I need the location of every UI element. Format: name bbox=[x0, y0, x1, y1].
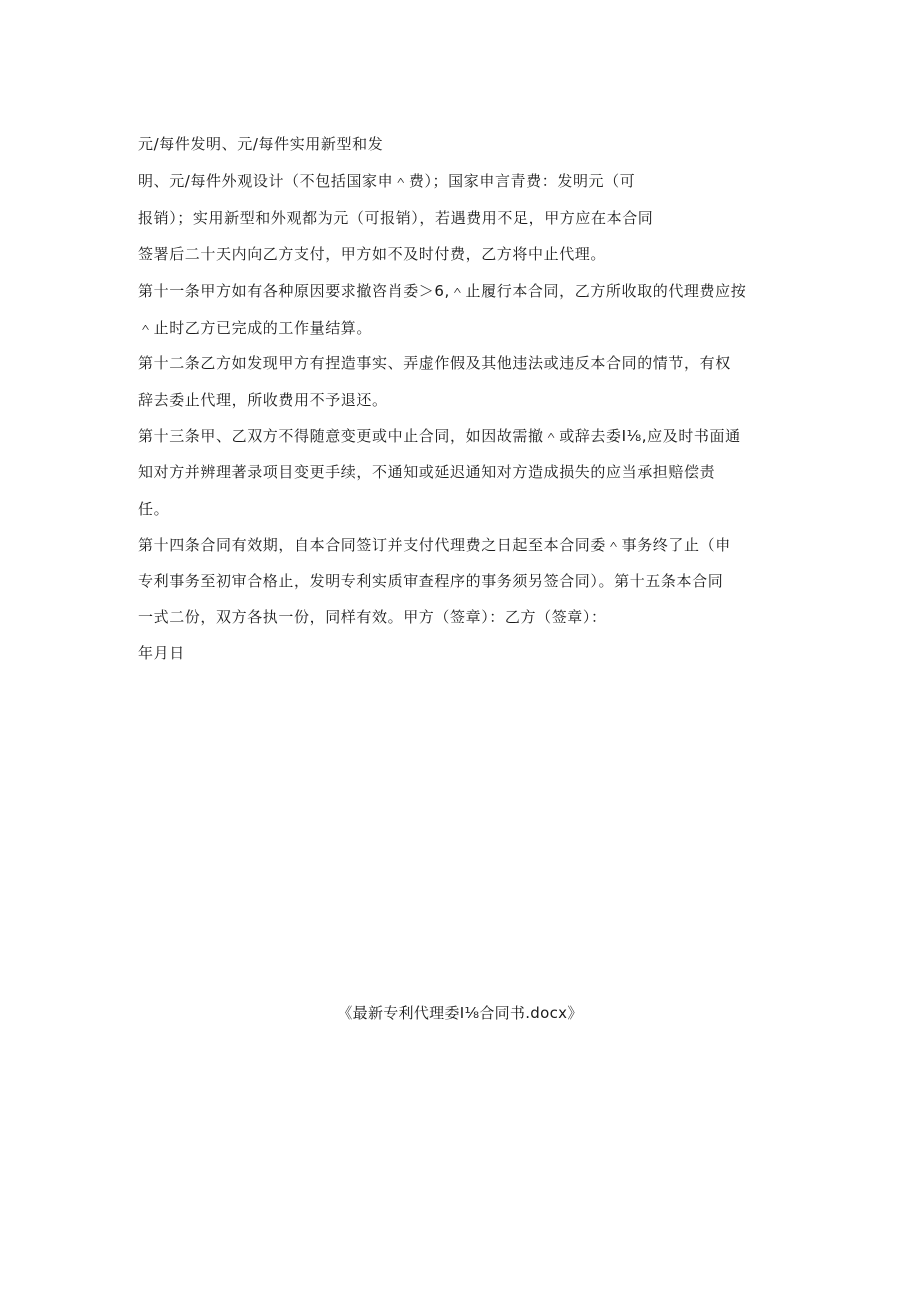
clause-12-line-2: 辞去委止代理，所收费用不予退还。 bbox=[138, 391, 388, 409]
clause-11-line-2: ＾止时乙方已完成的工作量结算。 bbox=[138, 319, 373, 337]
clause-14-line-1: 第十四条合同有效期，自本合同签订并支付代理费之日起至本合同委＾事务终了止（申 bbox=[138, 536, 731, 554]
clause-13-line-3: 任。 bbox=[138, 500, 170, 518]
document-footer-filename: 《最新专利代理委Ⅰ⅛合同书.docx》 bbox=[337, 1004, 583, 1022]
clause-14-line-2: 专利事务至初审合格止，发明专利实质审查程序的事务须另签合同）。第十五条本合同 bbox=[138, 572, 724, 590]
text-line-4: 签署后二十天内向乙方支付，甲方如不及时付费，乙方将中止代理。 bbox=[138, 245, 607, 263]
clause-15-line: 一式二份，双方各执一份，同样有效。甲方（签章）：乙方（签章）： bbox=[138, 608, 607, 626]
clause-11-line-1: 第十一条甲方如有各种原因要求撤咨肖委＞6,＾止履行本合同，乙方所收取的代理费应按 bbox=[138, 282, 747, 300]
text-line-3: 报销）；实用新型和外观都为元（可报销），若遇费用不足，甲方应在本合同 bbox=[138, 209, 654, 227]
clause-13-line-1: 第十三条甲、乙双方不得随意变更或中止合同，如因故需撤＾或辞去委Ⅰ⅛,应及时书面通 bbox=[138, 427, 741, 445]
text-line-1: 元/每件发明、元/每件实用新型和发 bbox=[138, 135, 384, 153]
text-line-2: 明、元/每件外观设计（不包括国家申＾费）；国家申言青费：发明元（可 bbox=[138, 172, 636, 190]
date-line: 年月日 bbox=[138, 644, 185, 662]
clause-12-line-1: 第十二条乙方如发现甲方有捏造事实、弄虚作假及其他违法或违反本合同的情节，有权 bbox=[138, 354, 731, 372]
clause-13-line-2: 知对方并辨理著录项目变更手续，不通知或延迟通知对方造成损失的应当承担赔偿责 bbox=[138, 463, 716, 481]
